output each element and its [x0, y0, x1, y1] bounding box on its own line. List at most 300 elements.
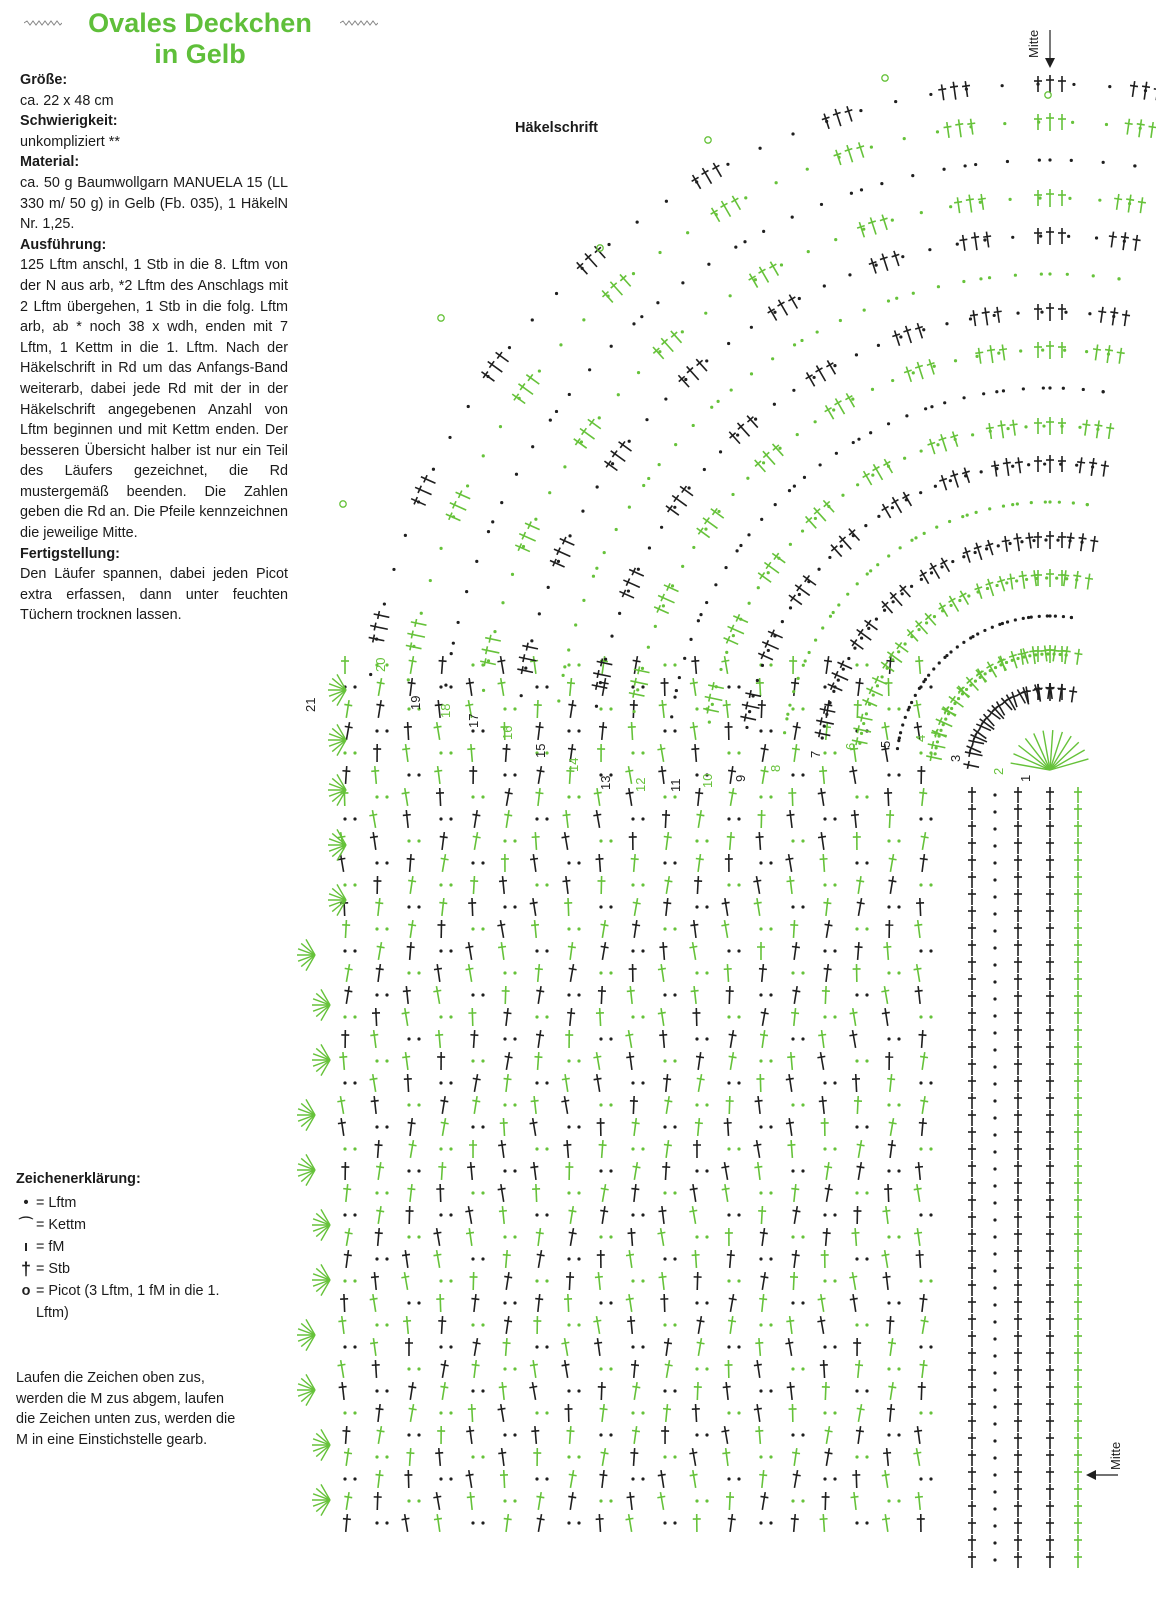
stitch-stb [404, 722, 413, 740]
stitch-stb [1074, 1399, 1082, 1415]
stitch-stb [1074, 1314, 1082, 1330]
stitch-stb [1074, 1501, 1082, 1517]
stitch-stb [533, 1316, 541, 1334]
stitch-stb [822, 964, 832, 983]
stitch-stb [1014, 821, 1022, 837]
stitch-stb [786, 1316, 796, 1335]
round-number-label: 11 [668, 778, 683, 792]
stitch-stb [746, 272, 761, 290]
stitch-stb [726, 1250, 736, 1269]
stitch-stb [1091, 344, 1101, 361]
stitch-stb [822, 919, 833, 938]
stitch-stb [406, 655, 417, 674]
stitch-stb [419, 473, 437, 487]
stitch-stb [726, 787, 737, 806]
stitch-stb [1046, 1331, 1054, 1347]
stitch-stb [1014, 1263, 1022, 1279]
stitch-stb [852, 1074, 861, 1092]
stitch-stb [758, 964, 768, 983]
stitch-stb [479, 657, 496, 668]
stitch-stb [726, 1316, 737, 1335]
stitch-stb [531, 920, 541, 939]
stitch-stb [1046, 1246, 1054, 1262]
stitch-stb [1074, 991, 1082, 1007]
stitch-stb [438, 832, 448, 851]
stitch-stb [1074, 1535, 1082, 1551]
stitch-stb [1074, 1178, 1082, 1194]
stitch-stb [1046, 1144, 1054, 1160]
stitch-stb [1014, 1518, 1022, 1534]
stitch-stb [401, 1250, 411, 1269]
stitch-stb [564, 898, 573, 916]
stitch-stb [968, 1365, 976, 1381]
round-number-label: 16 [500, 725, 515, 740]
stitch-stb [721, 1425, 732, 1444]
stitch-stb [984, 578, 997, 598]
stitch-stb [854, 1360, 864, 1379]
stitch-stb [1074, 1212, 1082, 1228]
stitch-stb [560, 1095, 571, 1114]
stitch-stb [1074, 1467, 1082, 1483]
stitch-stb [1046, 906, 1054, 922]
stitch-stb [502, 1008, 512, 1027]
mitte-arrow-top-icon [1045, 30, 1055, 68]
stitch-stb [968, 1348, 976, 1364]
stitch-stb [968, 906, 976, 922]
stitch-stb [435, 1030, 445, 1049]
stitch-stb [1046, 1297, 1054, 1313]
stitch-stb [578, 425, 597, 442]
stitch-stb [598, 1206, 609, 1225]
stitch-stb [968, 1331, 976, 1347]
stitch-stb [968, 889, 976, 905]
stitch-stb [968, 1093, 976, 1109]
stitch-stb [493, 349, 511, 365]
stitch-stb [1046, 838, 1054, 854]
stitch-stb [658, 766, 668, 785]
stitch-stb [502, 1514, 512, 1533]
stitch-stb [534, 1228, 544, 1247]
stitch-stb [1034, 456, 1042, 472]
stitch-stb [566, 1426, 575, 1445]
stitch-stb [955, 119, 965, 138]
stitch-stb [725, 1492, 734, 1510]
stitch-stb [1058, 76, 1066, 92]
stitch-stb [913, 1426, 923, 1445]
stitch-stb [571, 436, 589, 452]
stitch-stb [843, 144, 856, 164]
bar-icon: ı [24, 1239, 28, 1255]
stitch-stb [913, 1228, 923, 1247]
stitch-stb [790, 744, 800, 763]
execution-label: Ausführung: [20, 236, 107, 253]
stitch-stb [726, 832, 735, 851]
stitch-stb [821, 1250, 829, 1268]
stitch-stb [468, 898, 477, 916]
stitch-stb [406, 876, 417, 895]
stitch-stb [1046, 1416, 1054, 1432]
stitch-stb [1014, 1314, 1022, 1330]
note-text: Laufen die Zeichen oben zus, werden die M zus abgem, laufen die Zeichen unten zus, werden die M in eine Einstichstelle gearb. [16, 1370, 236, 1448]
stitch-stb [1129, 81, 1139, 98]
stitch-stb [1084, 573, 1094, 590]
stitch-stb [1046, 1195, 1054, 1211]
stitch-stb [1014, 1178, 1022, 1194]
stitch-stb [1046, 75, 1054, 93]
stitch-stb [337, 1118, 348, 1137]
stitch-stb [704, 693, 723, 705]
stitch-stb [848, 637, 866, 653]
stitch-stb [404, 1074, 413, 1092]
stitch-stb [533, 1448, 541, 1466]
stitch-stb [1074, 1416, 1082, 1432]
stitch-stb [342, 1426, 351, 1445]
stitch-stb [1046, 940, 1054, 956]
stitch-stb [468, 1404, 477, 1422]
round-number-label: 10 [700, 773, 715, 788]
stitch-stb [662, 1095, 673, 1114]
stitch-stb [630, 1381, 641, 1400]
stitch-stb [1034, 342, 1042, 358]
stitch-stb [1074, 1246, 1082, 1262]
stitch-stb [790, 1448, 801, 1467]
stitch-stb [374, 1205, 385, 1224]
stitch-stb [597, 1118, 605, 1136]
stitch-stb [1074, 1331, 1082, 1347]
stitch-stb [694, 1118, 704, 1137]
stitch-stb [659, 942, 668, 961]
stitch-stb [467, 744, 476, 763]
stitch-stb [593, 1051, 604, 1070]
stitch-stb [438, 853, 449, 872]
stitch-stb [886, 853, 897, 872]
stitch-stb [790, 1205, 801, 1224]
stitch-stb [369, 1338, 379, 1357]
stitch-stb [1074, 1382, 1082, 1398]
stitch-stb [1046, 1178, 1054, 1194]
stitch-stb [433, 1491, 444, 1510]
stitch-stb [1046, 455, 1054, 473]
stitch-stb [661, 1426, 669, 1444]
stitch-stb [469, 1140, 477, 1158]
stitch-stb [531, 1426, 540, 1445]
stitch-stb [470, 1294, 480, 1313]
stitch-stb [562, 810, 572, 829]
stitch-stb [598, 1447, 609, 1466]
stitch-stb [871, 674, 889, 688]
stitch-stb [594, 1338, 604, 1357]
stitch-stb [878, 213, 891, 231]
stitch-stb [502, 1074, 512, 1093]
stitch-stb [821, 1118, 829, 1136]
stitch-stb [701, 515, 720, 532]
stitch-stb [433, 1249, 444, 1268]
stitch-stb [466, 1426, 476, 1445]
stitch-stb [915, 1250, 924, 1268]
stitch-stb [916, 898, 925, 916]
stitch-stb [1074, 1076, 1082, 1092]
stitch-stb [968, 1280, 976, 1296]
stitch-stb [1046, 855, 1054, 871]
stitch-stb [564, 1294, 573, 1312]
stitch-stb [965, 194, 975, 213]
stitch-stb [402, 744, 412, 763]
stitch-stb [662, 1074, 672, 1093]
stitch-stb [692, 1404, 701, 1422]
stitch-stb [1014, 889, 1022, 905]
stitch-stb [630, 1448, 639, 1466]
stitch-stb [1074, 1110, 1082, 1126]
stitch-stb [968, 1127, 976, 1143]
stitch-stb [1046, 1314, 1054, 1330]
stitch-stb [374, 898, 384, 917]
stitch-stb [915, 656, 924, 675]
stitch-stb [694, 1073, 705, 1092]
stitch-stb [884, 1184, 893, 1202]
stitch-stb [822, 1183, 833, 1202]
stitch-stb [1074, 1518, 1082, 1534]
stitch-stb [881, 1249, 892, 1268]
stitch-stb [689, 722, 700, 741]
cross-icon: † [20, 1259, 31, 1279]
stitch-stb [1014, 1144, 1022, 1160]
stitch-stb [341, 1162, 349, 1180]
stitch-stb [342, 1227, 353, 1246]
stitch-stb [470, 1073, 481, 1092]
stitch-stb [1046, 1110, 1054, 1126]
stitch-stb [626, 1052, 636, 1071]
stitch-stb [657, 743, 668, 762]
stitch-stb [1014, 787, 1022, 803]
stitch-stb [627, 1316, 637, 1335]
stitch-stb [469, 1272, 477, 1290]
stitch-stb [878, 252, 891, 272]
stitch-stb [1014, 957, 1022, 973]
stitch-stb [1046, 1467, 1054, 1483]
stitch-stb [968, 1144, 976, 1160]
stitch-stb [849, 765, 860, 784]
stitch-stb [370, 1030, 380, 1049]
stitch-stb [662, 875, 673, 894]
stitch-stb [691, 1250, 700, 1268]
stitch-stb [855, 141, 868, 159]
stitch-stb [593, 809, 604, 828]
stitch-stb [1046, 1433, 1054, 1449]
stitch-stb [691, 744, 700, 763]
stitch-stb [470, 1095, 481, 1114]
stitch-stb [370, 1096, 380, 1115]
stitch-stb [819, 1514, 828, 1532]
stitch-stb [968, 1076, 976, 1092]
stitch-stb [854, 1139, 865, 1158]
stitch-stb [438, 1162, 447, 1180]
stitch-stb [925, 358, 938, 376]
stitch-stb [1014, 1025, 1022, 1041]
stitch-stb [867, 257, 880, 275]
stitch-stb [884, 788, 893, 806]
stitch-stb [787, 592, 805, 608]
stitch-stb [790, 1008, 800, 1027]
stitch-stb [757, 942, 765, 960]
stitch-stb [342, 1250, 352, 1269]
stitch-stb [918, 788, 928, 807]
stitch-stb [499, 876, 509, 895]
stitch-stb [433, 985, 444, 1004]
stitch-stb [401, 1271, 412, 1290]
stitch-stb [630, 854, 639, 873]
mitte-label-bottom: Mitte [1108, 1441, 1123, 1470]
stitch-stb [530, 1096, 540, 1115]
stitch-stb [740, 713, 757, 724]
stitch-stb [968, 1399, 976, 1415]
stitch-stb [597, 986, 606, 1004]
stitch-stb [465, 678, 476, 697]
stitch-stb [722, 1448, 732, 1467]
stitch-stb [1046, 872, 1054, 888]
stitch-stb [1014, 1331, 1022, 1347]
stitch-stb [484, 634, 501, 645]
stitch-stb [836, 659, 854, 673]
stitch-stb [598, 1404, 608, 1423]
stitch-stb [1074, 1161, 1082, 1177]
stitch-stb [819, 854, 828, 873]
round-number-label: 14 [566, 757, 581, 772]
stitch-stb [534, 765, 545, 784]
stitch-stb [1099, 460, 1109, 477]
stitch-stb [881, 1469, 892, 1488]
stitch-stb [373, 610, 390, 621]
stitch-stb [968, 1195, 976, 1211]
stitch-stb [1074, 1093, 1082, 1109]
stitch-stb [402, 1052, 412, 1071]
stitch-stb [1046, 1552, 1054, 1568]
stitch-stb [757, 650, 775, 664]
stitch-stb [371, 1360, 380, 1378]
stitch-stb [922, 611, 939, 628]
stitch-stb [853, 700, 862, 718]
stitch-stb [885, 810, 894, 828]
stitch-stb [485, 358, 504, 375]
stitch-stb [886, 1074, 896, 1093]
stitch-stb [658, 1206, 668, 1225]
stitch-stb [341, 656, 349, 674]
round-number-label: 17 [466, 713, 481, 728]
stitch-stb [534, 1513, 545, 1532]
finishing-value: Den Läufer spannen, dabei jeden Picot extra erfassen, dann unter feuchten Tüchern trocknen lassen. [20, 566, 288, 624]
stitch-stb [822, 1425, 833, 1444]
stitch-stb [1074, 1297, 1082, 1313]
stitch-stb [856, 221, 869, 239]
stitch-stb [918, 1095, 929, 1114]
stitch-stb [890, 250, 903, 268]
stitch-stb [721, 1183, 732, 1202]
stitch-stb [465, 1205, 476, 1224]
stitch-stb [917, 1382, 926, 1400]
stitch-stb [502, 1271, 513, 1290]
stitch-stb [661, 810, 670, 828]
stitch-stb [912, 699, 923, 718]
stitch-stb [785, 1337, 796, 1356]
stitch-stb [881, 1008, 892, 1027]
stitch-stb [968, 1450, 976, 1466]
stitch-stb [725, 1096, 734, 1114]
stitch-stb [918, 1315, 929, 1334]
stitch-stb [528, 1381, 539, 1400]
stitch-stb [986, 345, 996, 364]
stitch-stb [757, 810, 765, 828]
stitch-stb [721, 655, 732, 674]
stitch-stb [1014, 1161, 1022, 1177]
stitch-stb [437, 1426, 445, 1444]
difficulty-value: unkompliziert ** [20, 133, 120, 150]
stitch-stb [1074, 1280, 1082, 1296]
stitch-stb [407, 629, 426, 641]
stitch-stb [561, 1359, 572, 1378]
stitch-stb [465, 1469, 476, 1488]
stitch-stb [1009, 419, 1019, 436]
stitch-stb [497, 677, 508, 696]
stitch-stb [790, 942, 800, 961]
stitch-stb [702, 705, 719, 716]
stitch-stb [693, 876, 702, 894]
stitch-stb [1074, 1484, 1082, 1500]
stitch-stb [729, 194, 744, 212]
stitch-stb [406, 1448, 415, 1466]
stitch-stb [821, 1382, 830, 1400]
stitch-stb [534, 722, 544, 741]
stitch-stb [410, 618, 427, 629]
stitch-stb [502, 1250, 511, 1269]
stitch-stb [530, 1162, 540, 1181]
legend-text: = Kettm [36, 1217, 86, 1233]
stitch-stb [725, 986, 734, 1004]
stitch-stb [788, 1404, 796, 1422]
stitch-stb [657, 1227, 668, 1246]
stitch-stb [830, 669, 850, 684]
stitch-stb [470, 1337, 481, 1356]
stitch-stb [565, 1272, 574, 1290]
stitch-stb [803, 514, 820, 531]
stitch-stb [1046, 1212, 1054, 1228]
stitch-stb [693, 357, 710, 374]
stitch-stb [1046, 341, 1054, 359]
stitch-stb [369, 1073, 380, 1092]
stitch-stb [438, 1117, 449, 1136]
round-number-label: 19 [408, 695, 423, 710]
stitch-stb [765, 305, 780, 323]
stitch-stb [886, 1117, 897, 1136]
stitch-stb [369, 809, 380, 828]
stitch-stb [1058, 228, 1066, 244]
title-line-1: Ovales Deckchen [88, 8, 312, 38]
round-number-label: 9 [733, 774, 748, 782]
ring-icon: o [21, 1283, 31, 1299]
stitch-stb [856, 713, 873, 724]
stitch-stb [724, 1360, 732, 1378]
stitch-stb [1014, 991, 1022, 1007]
stitch-stb [401, 1513, 412, 1532]
stitch-stb [1074, 1127, 1082, 1143]
stitch-stb [436, 788, 445, 806]
stitch-stb [650, 344, 667, 361]
stitch-stb [1014, 1484, 1022, 1500]
stitch-stb [968, 1161, 976, 1177]
stitch-stb [770, 441, 787, 458]
stitch-stb [1014, 1416, 1022, 1432]
dot-icon: • [23, 1195, 29, 1211]
stitch-stb [664, 503, 682, 519]
stitch-stb [1056, 683, 1066, 702]
